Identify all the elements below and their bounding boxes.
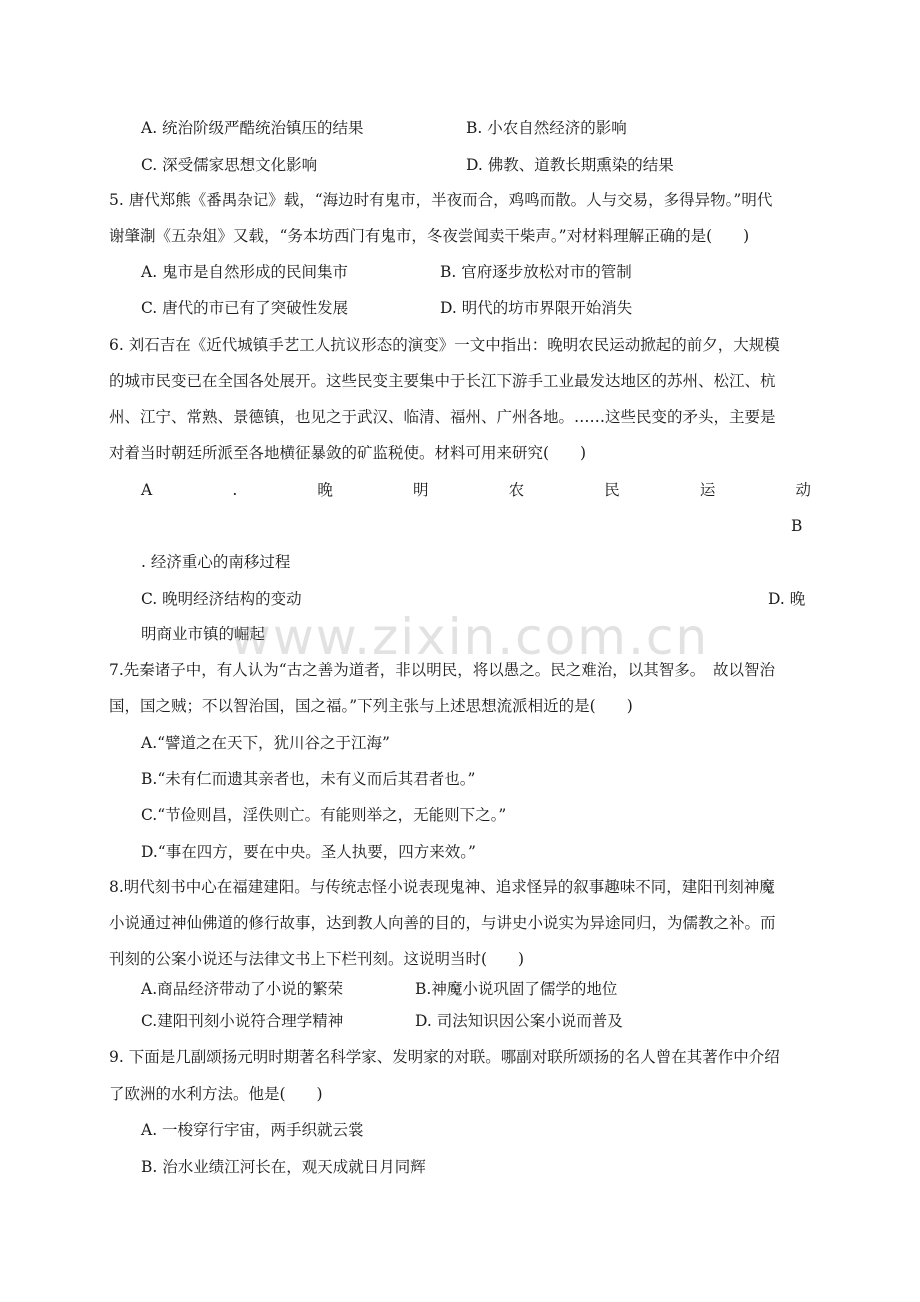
q4-option-b: B. 小农自然经济的影响	[466, 119, 627, 137]
q8-stem-line1: 8.明代刻书中心在福建建阳。与传统志怪小说表现鬼神、追求怪异的叙事趣味不同，建阳刊刻神魔	[109, 878, 775, 896]
q6-option-a-char: 运	[699, 481, 716, 499]
q6-stem-line3: 州、江宁、常熟、景德镇，也见之于武汉、临清、福州、广州各地。……这些民变的矛头，主要是	[109, 408, 776, 426]
watermark: www.zixin.com.cn	[230, 608, 710, 666]
q9-option-a: A. 一梭穿行宇宙，两手织就云裳	[141, 1121, 364, 1139]
q5-option-d: D. 明代的坊市界限开始消失	[440, 299, 633, 317]
q8-option-d: D. 司法知识因公案小说而普及	[415, 1012, 623, 1030]
q9-stem-line2: 了欧洲的水利方法。他是( )	[109, 1085, 323, 1103]
q4-option-d: D. 佛教、道教长期熏染的结果	[466, 156, 674, 174]
q5-option-a: A. 鬼市是自然形成的民间集市	[141, 263, 349, 281]
q7-option-d: D.“事在四方，要在中央。圣人执要，四方来效。”	[141, 843, 476, 861]
q6-stem-line4: 对着当时朝廷所派至各地横征暴敛的矿监税使。材料可用来研究( )	[109, 444, 587, 462]
q8-stem-line2: 小说通过神仙佛道的修行故事，达到教人向善的目的，与讲史小说实为异途同归，为儒教之补。而	[109, 914, 776, 932]
q6-option-a-char: A	[141, 481, 153, 499]
q6-option-c: C. 晚明经济结构的变动	[141, 590, 302, 608]
q6-option-a-char: 晚	[317, 481, 333, 499]
q6-option-a-char: .	[232, 481, 238, 499]
q6-option-d-label: D. 晚	[768, 590, 806, 608]
q6-option-a-char: 动	[795, 481, 811, 499]
q8-stem-line3: 刊刻的公案小说还与法律文书上下栏刊刻。这说明当时( )	[109, 950, 525, 968]
q6-stem-line1: 6. 刘石吉在《近代城镇手艺工人抗议形态的演变》一文中指出：晚明农民运动掀起的前夕，大规模	[109, 336, 780, 354]
q8-option-b: B.神魔小说巩固了儒学的地位	[415, 980, 618, 998]
q7-stem-line1: 7.先秦诸子中，有人认为“古之善为道者，非以明民，将以愚之。民之难治，以其智多。 故以智治	[109, 661, 775, 679]
q7-option-c: C.“节俭则昌，淫佚则亡。有能则举之，无能则下之。”	[141, 806, 507, 824]
q4-option-c: C. 深受儒家思想文化影响	[141, 156, 318, 174]
q6-option-a	[141, 480, 811, 500]
q8-option-a: A.商品经济带动了小说的繁荣	[141, 980, 344, 998]
q6-option-a-char: 明	[412, 481, 429, 499]
q7-stem-line2: 国，国之贼；不以智治国，国之福。”下列主张与上述思想流派相近的是( )	[109, 697, 633, 715]
q5-option-b: B. 官府逐步放松对市的管制	[440, 263, 632, 281]
q6-stem-line2: 的城市民变已在全国各处展开。这些民变主要集中于长江下游手工业最发达地区的苏州、松江、杭	[109, 372, 776, 390]
q9-stem-line1: 9. 下面是几副颂扬元明时期著名科学家、发明家的对联。哪副对联所颂扬的名人曾在其著作中介绍	[109, 1048, 780, 1066]
q5-option-c: C. 唐代的市已有了突破性发展	[141, 299, 349, 317]
q6-option-d-text: 明商业市镇的崛起	[141, 625, 266, 643]
q6-option-a-char: 民	[604, 481, 620, 499]
q9-option-b: B. 治水业绩江河长在，观天成就日月同辉	[141, 1158, 426, 1176]
q8-option-c: C.建阳刊刻小说符合理学精神	[141, 1012, 344, 1030]
q5-stem-line2: 谢肇淛《五杂俎》又载，“务本坊西门有鬼市，冬夜尝闻卖干柴声。”对材料理解正确的是( )	[109, 227, 750, 245]
q7-option-a: A.“譬道之在天下，犹川谷之于江海”	[141, 734, 390, 752]
q5-stem-line1: 5. 唐代郑熊《番禺杂记》载，“海边时有鬼市，半夜而合，鸡鸣而散。人与交易，多得异物。”明代	[109, 191, 773, 209]
q6-option-a-char: 农	[508, 481, 525, 499]
q4-option-a: A. 统治阶级严酷统治镇压的结果	[141, 119, 364, 137]
q6-option-b-label: B	[791, 517, 803, 535]
q7-option-b: B.“未有仁而遗其亲者也，未有义而后其君者也。”	[141, 770, 476, 788]
q6-option-b-text: . 经济重心的南移过程	[141, 553, 291, 571]
